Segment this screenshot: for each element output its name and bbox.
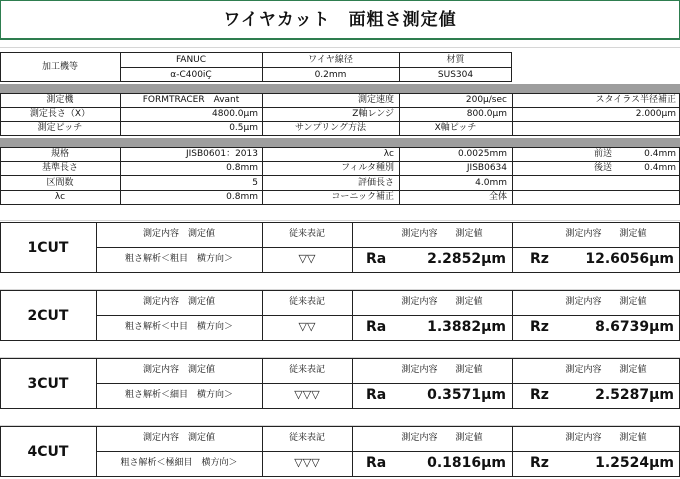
rz-header: 測定内容 測定値 [565,297,647,307]
ra-value: 0.3571μm [427,387,506,403]
machine-maker: FANUC [175,55,207,65]
conic-label: コーニック補正 [331,192,394,202]
item-header: 測定内容 測定値 [142,297,215,307]
legacy-header: 従来表記 [288,365,325,375]
finish-symbol: ▽▽▽ [294,388,320,401]
rz-label: Rz [530,319,549,335]
ra-label: Ra [366,319,387,335]
cut-label: 3CUT [27,376,69,392]
evallen-label: 評価長さ [357,178,394,188]
sampling-label: サンプリング方法 [294,123,366,133]
rz-value: 2.5287μm [595,387,674,403]
sections-value: 5 [252,178,258,188]
postfeed-label: 後送 [593,163,612,173]
stylus-label: スタイラス半径補正 [595,95,676,105]
item-header: 測定内容 測定値 [142,365,215,375]
lambda-label: λc [383,149,394,159]
rz-label: Rz [530,455,549,471]
length-label: 測定長さ（X） [29,109,91,119]
machine-label: 加工機等 [41,62,78,72]
item-header: 測定内容 測定値 [142,433,215,443]
lambda2-value: 0.8mm [226,192,258,202]
cutoff-value: 0.8mm [226,163,258,173]
material-value: SUS304 [437,70,474,80]
cut-label: 1CUT [27,240,69,256]
rz-value: 8.6739μm [595,319,674,335]
finish-symbol: ▽▽ [298,252,316,265]
rz-label: Rz [530,387,549,403]
material-label: 材質 [446,55,465,65]
finish-symbol: ▽▽▽ [294,456,320,469]
separator [0,84,680,93]
sections-label: 区間数 [46,178,74,188]
cut-description: 粗さ解析＜中目 横方向＞ [124,322,233,332]
speed-label: 測定速度 [357,95,394,105]
ra-header: 測定内容 測定値 [401,365,483,375]
rz-value: 12.6056μm [585,251,674,267]
wire-value: 0.2mm [314,70,347,80]
ra-value: 2.2852μm [427,251,506,267]
cut-label: 4CUT [27,444,69,460]
item-header: 測定内容 測定値 [142,229,215,239]
cut-label: 2CUT [27,308,69,324]
ra-label: Ra [366,387,387,403]
legacy-header: 従来表記 [288,229,325,239]
ra-label: Ra [366,455,387,471]
rz-header: 測定内容 測定値 [565,365,647,375]
zrange-value: 800.0μm [466,109,507,119]
finish-symbol: ▽▽ [298,320,316,333]
pitch-value: 0.5μm [229,123,258,133]
ra-header: 測定内容 測定値 [401,433,483,443]
std-value: JISB0601：2013 [185,149,258,159]
wire-label: ワイヤ線径 [308,55,353,65]
measure-machine-label: 測定機 [46,95,74,105]
legacy-header: 従来表記 [288,433,325,443]
cut-description: 粗さ解析＜粗目 横方向＞ [124,254,233,264]
std-label: 規格 [50,149,69,159]
lambda2-label: λc [54,192,66,202]
rz-label: Rz [530,251,549,267]
sampling-value: X軸ピッチ [434,123,477,133]
filter-label: フィルタ種別 [341,163,394,173]
page-title: ワイヤカット 面粗さ測定値 [0,0,680,40]
stylus-value: 2.000μm [635,109,676,119]
conic-value: 全体 [488,192,507,202]
prefeed-value: 0.4mm [644,149,676,159]
rz-value: 1.2524μm [595,455,674,471]
cut-description: 粗さ解析＜極細目 横方向＞ [120,458,238,468]
length-value: 4800.0μm [212,109,258,119]
prefeed-label: 前送 [593,149,612,159]
ra-value: 0.1816μm [427,455,506,471]
cut-description: 粗さ解析＜細目 横方向＞ [124,390,233,400]
speed-value: 200μ/sec [465,95,507,105]
measure-machine-value: FORMTRACER Avant [142,95,240,105]
filter-value: JISB0634 [466,163,507,173]
ra-value: 1.3882μm [427,319,506,335]
lambda-value: 0.0025mm [457,149,507,159]
cutoff-label: 基準長さ [41,163,78,173]
ra-header: 測定内容 測定値 [401,229,483,239]
legacy-header: 従来表記 [288,297,325,307]
rz-header: 測定内容 測定値 [565,433,647,443]
machine-model: α-C400iÇ [170,70,212,80]
evallen-value: 4.0mm [475,178,507,188]
pitch-label: 測定ピッチ [37,123,83,133]
separator [0,138,680,147]
ra-header: 測定内容 測定値 [401,297,483,307]
postfeed-value: 0.4mm [644,163,676,173]
ra-label: Ra [366,251,387,267]
rz-header: 測定内容 測定値 [565,229,647,239]
zrange-label: Z軸レンジ [352,109,394,119]
